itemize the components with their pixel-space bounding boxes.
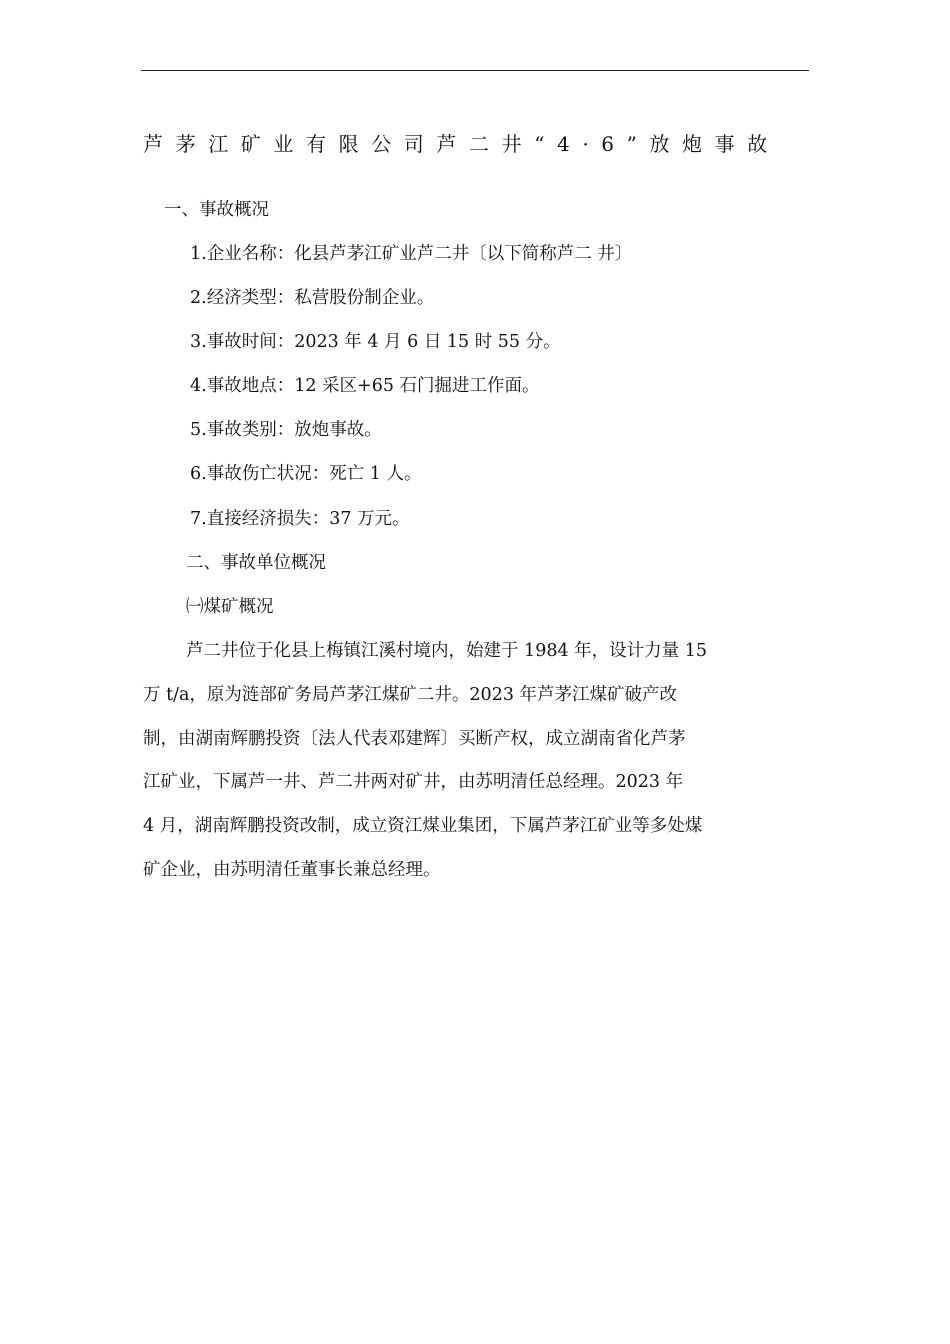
list-item: 3.事故时间：2023 年 4 月 6 日 15 时 55 分。 (190, 332, 561, 352)
list-item: 7.直接经济损失：37 万元。 (190, 509, 410, 529)
section-heading-unit-overview: 二、事故单位概况 (186, 553, 326, 573)
paragraph-line: 制，由湖南辉鹏投资〔法人代表邓建辉〕买断产权，成立湖南省化芦茅 (143, 728, 686, 749)
document-title: 芦茅江矿业有限公司芦二井“4·6”放炮事故 (143, 132, 780, 156)
body-paragraph (143, 636, 791, 899)
list-item: 5.事故类别：放炮事故。 (190, 420, 382, 440)
list-item: 4.事故地点：12 采区+65 石门掘进工作面。 (190, 376, 540, 396)
paragraph-line: 矿企业，由苏明清任董事长兼总经理。 (143, 859, 441, 880)
list-item: 6.事故伤亡状况：死亡 1 人。 (190, 464, 422, 484)
section-heading-accident-overview: 一、事故概况 (164, 200, 269, 220)
header-rule (141, 70, 809, 71)
subsection-heading-coal-mine: ㈠煤矿概况 (186, 597, 274, 617)
paragraph-line: 万 t/a，原为涟部矿务局芦茅江煤矿二井。2023 年芦茅江煤矿破产改 (143, 684, 678, 705)
list-item: 1.企业名称：化县芦茅江矿业芦二井〔以下简称芦二 井〕 (190, 244, 633, 264)
paragraph-line: 芦二井位于化县上梅镇江溪村境内，始建于 1984 年，设计力量 15 (186, 641, 707, 661)
paragraph-line: 4 月，湖南辉鹏投资改制，成立资江煤业集团，下属芦茅江矿业等多处煤 (143, 816, 703, 837)
list-item: 2.经济类型：私营股份制企业。 (190, 288, 435, 308)
paragraph-line: 江矿业，下属芦一井、芦二井两对矿井，由苏明清任总经理。2023 年 (143, 772, 684, 793)
